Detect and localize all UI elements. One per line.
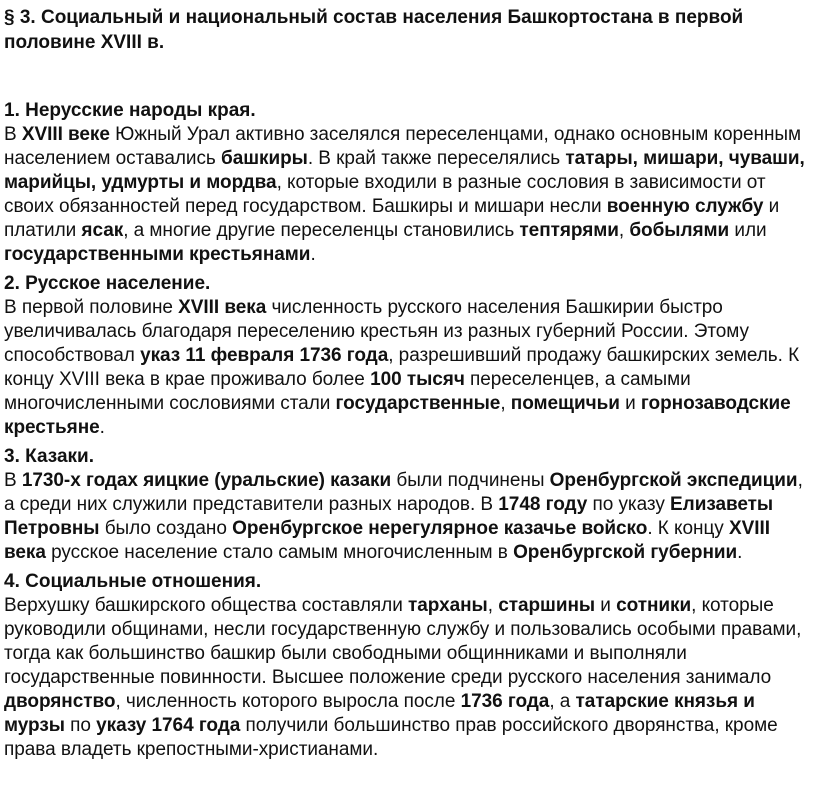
bold-term: татарские князья и мурзы: [4, 691, 755, 736]
bold-term: Оренбургской губернии: [513, 542, 738, 563]
bold-term: государственными крестьянами: [4, 244, 311, 265]
bold-term: Оренбургской экспедиции: [549, 470, 798, 491]
section-body: [4, 296, 807, 440]
text-run: и: [595, 595, 617, 616]
bold-term: 1730-х годах яицкие (уральские) казаки: [21, 470, 392, 491]
section-body: [4, 594, 807, 762]
section-heading: 2. Русское население.: [4, 273, 211, 294]
text-run: Верхушку башкирского общества составляли: [4, 595, 409, 616]
text-run: и платили: [4, 196, 780, 241]
bold-term: XVIII века: [4, 518, 770, 563]
bold-term: башкиры: [221, 148, 308, 169]
text-run: и: [619, 393, 641, 414]
text-run: переселенцев, а самыми многочисленными сословиями стали: [4, 369, 691, 414]
bold-term: 1736 года: [460, 691, 550, 712]
text-run: , а: [549, 691, 576, 712]
text-run: , которые входили в разные сословия в зависимости от своих обязанностей перед государством. Башкиры и мишари несли: [4, 172, 766, 217]
section-heading: 4. Социальные отношения.: [4, 571, 262, 592]
bold-term: ясак: [81, 220, 124, 241]
bold-term: помещичьи: [510, 393, 620, 414]
text-run: . К концу: [647, 518, 729, 539]
bold-term: горнозаводские крестьяне: [4, 393, 791, 438]
text-run: было создано: [99, 518, 233, 539]
section-body: [4, 123, 807, 267]
bold-term: 1748 году: [498, 494, 588, 515]
section-heading: 1. Нерусские народы края.: [4, 100, 256, 121]
section-heading: 3. Казаки.: [4, 446, 94, 467]
bold-term: сотники: [616, 595, 692, 616]
bold-term: государственные: [335, 393, 501, 414]
bold-term: указу 1764 года: [96, 715, 241, 736]
bold-term: Оренбургское нерегулярное казачье войско: [232, 518, 648, 539]
text-run: русское население стало самым многочисленным в: [45, 542, 514, 563]
text-run: , а многие другие переселенцы становились: [123, 220, 520, 241]
text-run: были подчинены: [391, 470, 550, 491]
text-run: .: [99, 417, 105, 438]
text-run: , которые руководили общинами, несли государственную службу и пользовались особыми правами, тогда как большинство башкир были свободными общинниками и выполняли государственные повинности. Высшее положение среди русского населения занимало: [4, 595, 802, 688]
text-run: ,: [618, 220, 630, 241]
section-russian-population: [4, 272, 807, 440]
text-run: .: [737, 542, 743, 563]
bold-term: тарханы: [408, 595, 488, 616]
text-run: В: [4, 124, 22, 145]
text-run: ,: [500, 393, 511, 414]
bold-term: бобылями: [629, 220, 730, 241]
bold-term: XVIII веке: [21, 124, 110, 145]
text-run: , численность которого выросла после: [115, 691, 461, 712]
text-run: Южный Урал активно заселялся переселенцами, однако основным коренным населением оставались: [4, 124, 802, 169]
text-run: В: [4, 470, 22, 491]
text-run: по указу: [587, 494, 671, 515]
bold-term: Елизаветы Петровны: [4, 494, 774, 539]
text-run: В первой половине: [4, 297, 179, 318]
text-run: .: [310, 244, 316, 265]
text-run: или: [729, 220, 767, 241]
section-cossacks: [4, 445, 807, 565]
bold-term: военную службу: [606, 196, 764, 217]
bold-term: дворянство: [4, 691, 116, 712]
bold-term: указ 11 февраля 1736 года: [140, 345, 389, 366]
section-non-russian-peoples: [4, 99, 807, 267]
text-run: . В край также переселялись: [307, 148, 566, 169]
section-body: [4, 469, 807, 565]
text-run: по: [64, 715, 97, 736]
bold-term: тептярями: [519, 220, 619, 241]
text-run: , разрешивший продажу башкирских земель. К концу XVIII века в крае проживало более: [4, 345, 800, 390]
bold-term: 100 тысяч: [370, 369, 465, 390]
text-run: получили большинство прав российского дворянства, кроме права владеть крепостными-христианами.: [4, 715, 778, 760]
text-run: ,: [487, 595, 499, 616]
section-social-relations: [4, 570, 807, 762]
bold-term: татары, мишари, чуваши, марийцы, удмурты и мордва: [4, 148, 805, 193]
bold-term: XVIII века: [178, 297, 267, 318]
text-run: , а среди них служили представители разных народов. В: [4, 470, 803, 515]
bold-term: старшины: [498, 595, 596, 616]
text-run: численность русского населения Башкирии быстро увеличивалась благодаря переселению крестьян из разных губерний России. Этому способствовал: [4, 297, 749, 366]
page-title: § 3. Социальный и национальный состав населения Башкортостана в первой половине XVIII в.: [4, 7, 744, 53]
